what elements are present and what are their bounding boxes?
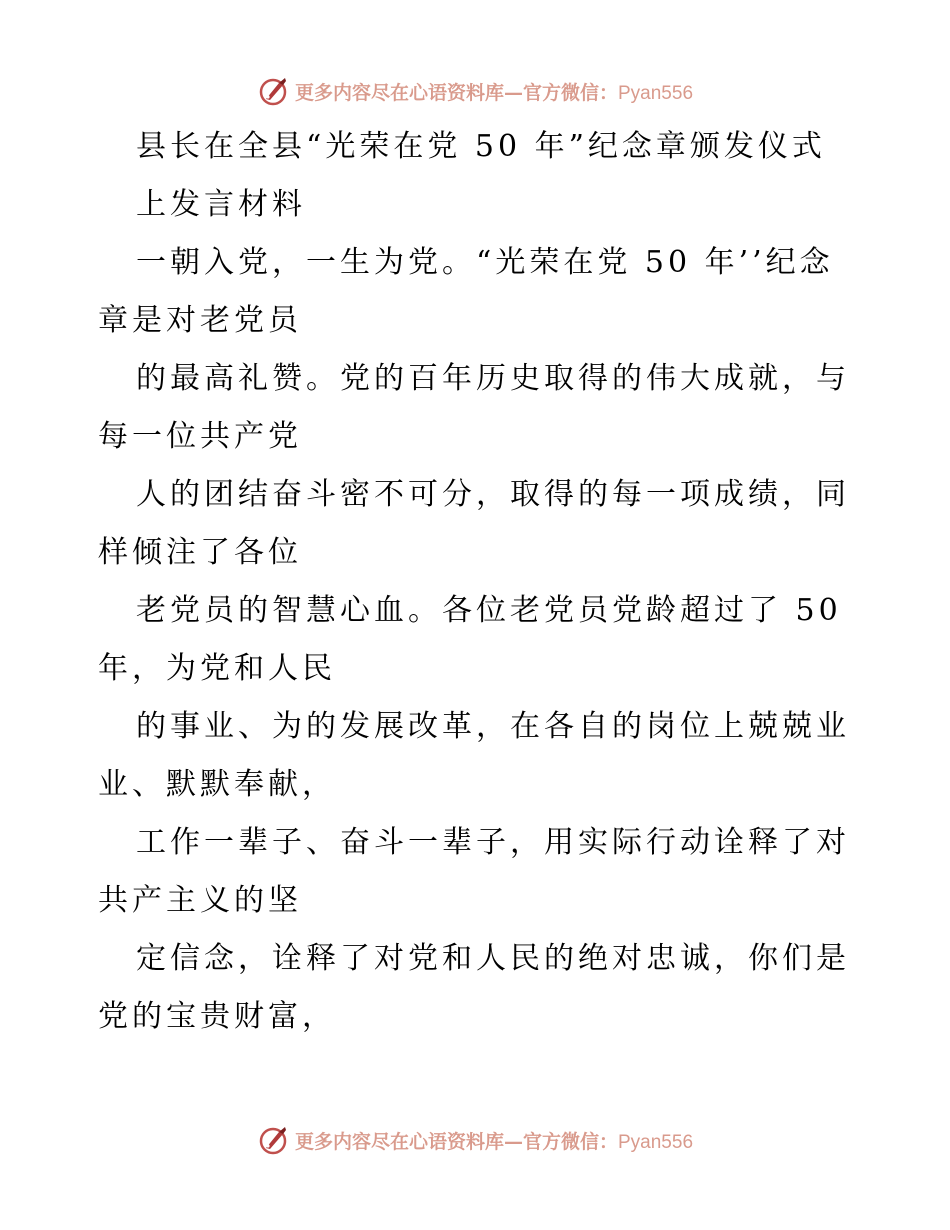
doc-line: 年，为党和人民 [98, 651, 336, 686]
doc-line: 的事业、为的发展改革，在各自的岗位上兢兢业 [136, 709, 850, 744]
doc-line: 的最高礼赞。党的百年历史取得的伟大成就，与 [136, 361, 850, 396]
quill-pen-logo-icon [257, 1124, 289, 1156]
doc-line: 定信念，诠释了对党和人民的绝对忠诚，你们是 [136, 941, 850, 976]
banner-wechat-id: Pyan556 [618, 82, 694, 104]
doc-line: 每一位共产党 [98, 419, 302, 454]
doc-line: 工作一辈子、奋斗一辈子，用实际行动诠释了对 [136, 825, 850, 860]
header-banner [0, 71, 950, 111]
banner-wechat-id: Pyan556 [618, 1131, 694, 1153]
doc-line: 共产主义的坚 [98, 883, 302, 918]
doc-line: 上发言材料 [136, 187, 306, 222]
doc-line: 党的宝贵财富， [98, 999, 336, 1034]
doc-line: 人的团结奋斗密不可分，取得的每一项成绩，同 [136, 477, 850, 512]
banner-text [295, 1127, 693, 1154]
footer-banner [0, 1120, 950, 1160]
doc-line: 老党员的智慧心血。各位老党员党龄超过了 50 [136, 593, 842, 628]
banner-slogan: 更多内容尽在心语资料库—官方微信： [294, 81, 618, 104]
doc-line: 业、默默奉献， [98, 767, 336, 802]
quill-pen-logo-icon [257, 75, 289, 107]
banner-text [295, 78, 693, 105]
banner-slogan: 更多内容尽在心语资料库—官方微信： [294, 1130, 618, 1153]
doc-line: 样倾注了各位 [98, 535, 302, 570]
doc-line: 县长在全县“光荣在党 50 年”纪念章颁发仪式 [136, 129, 826, 164]
doc-line: 一朝入党，一生为党。“光荣在党 50 年’’纪念 [136, 245, 834, 280]
doc-line: 章是对老党员 [98, 303, 302, 338]
